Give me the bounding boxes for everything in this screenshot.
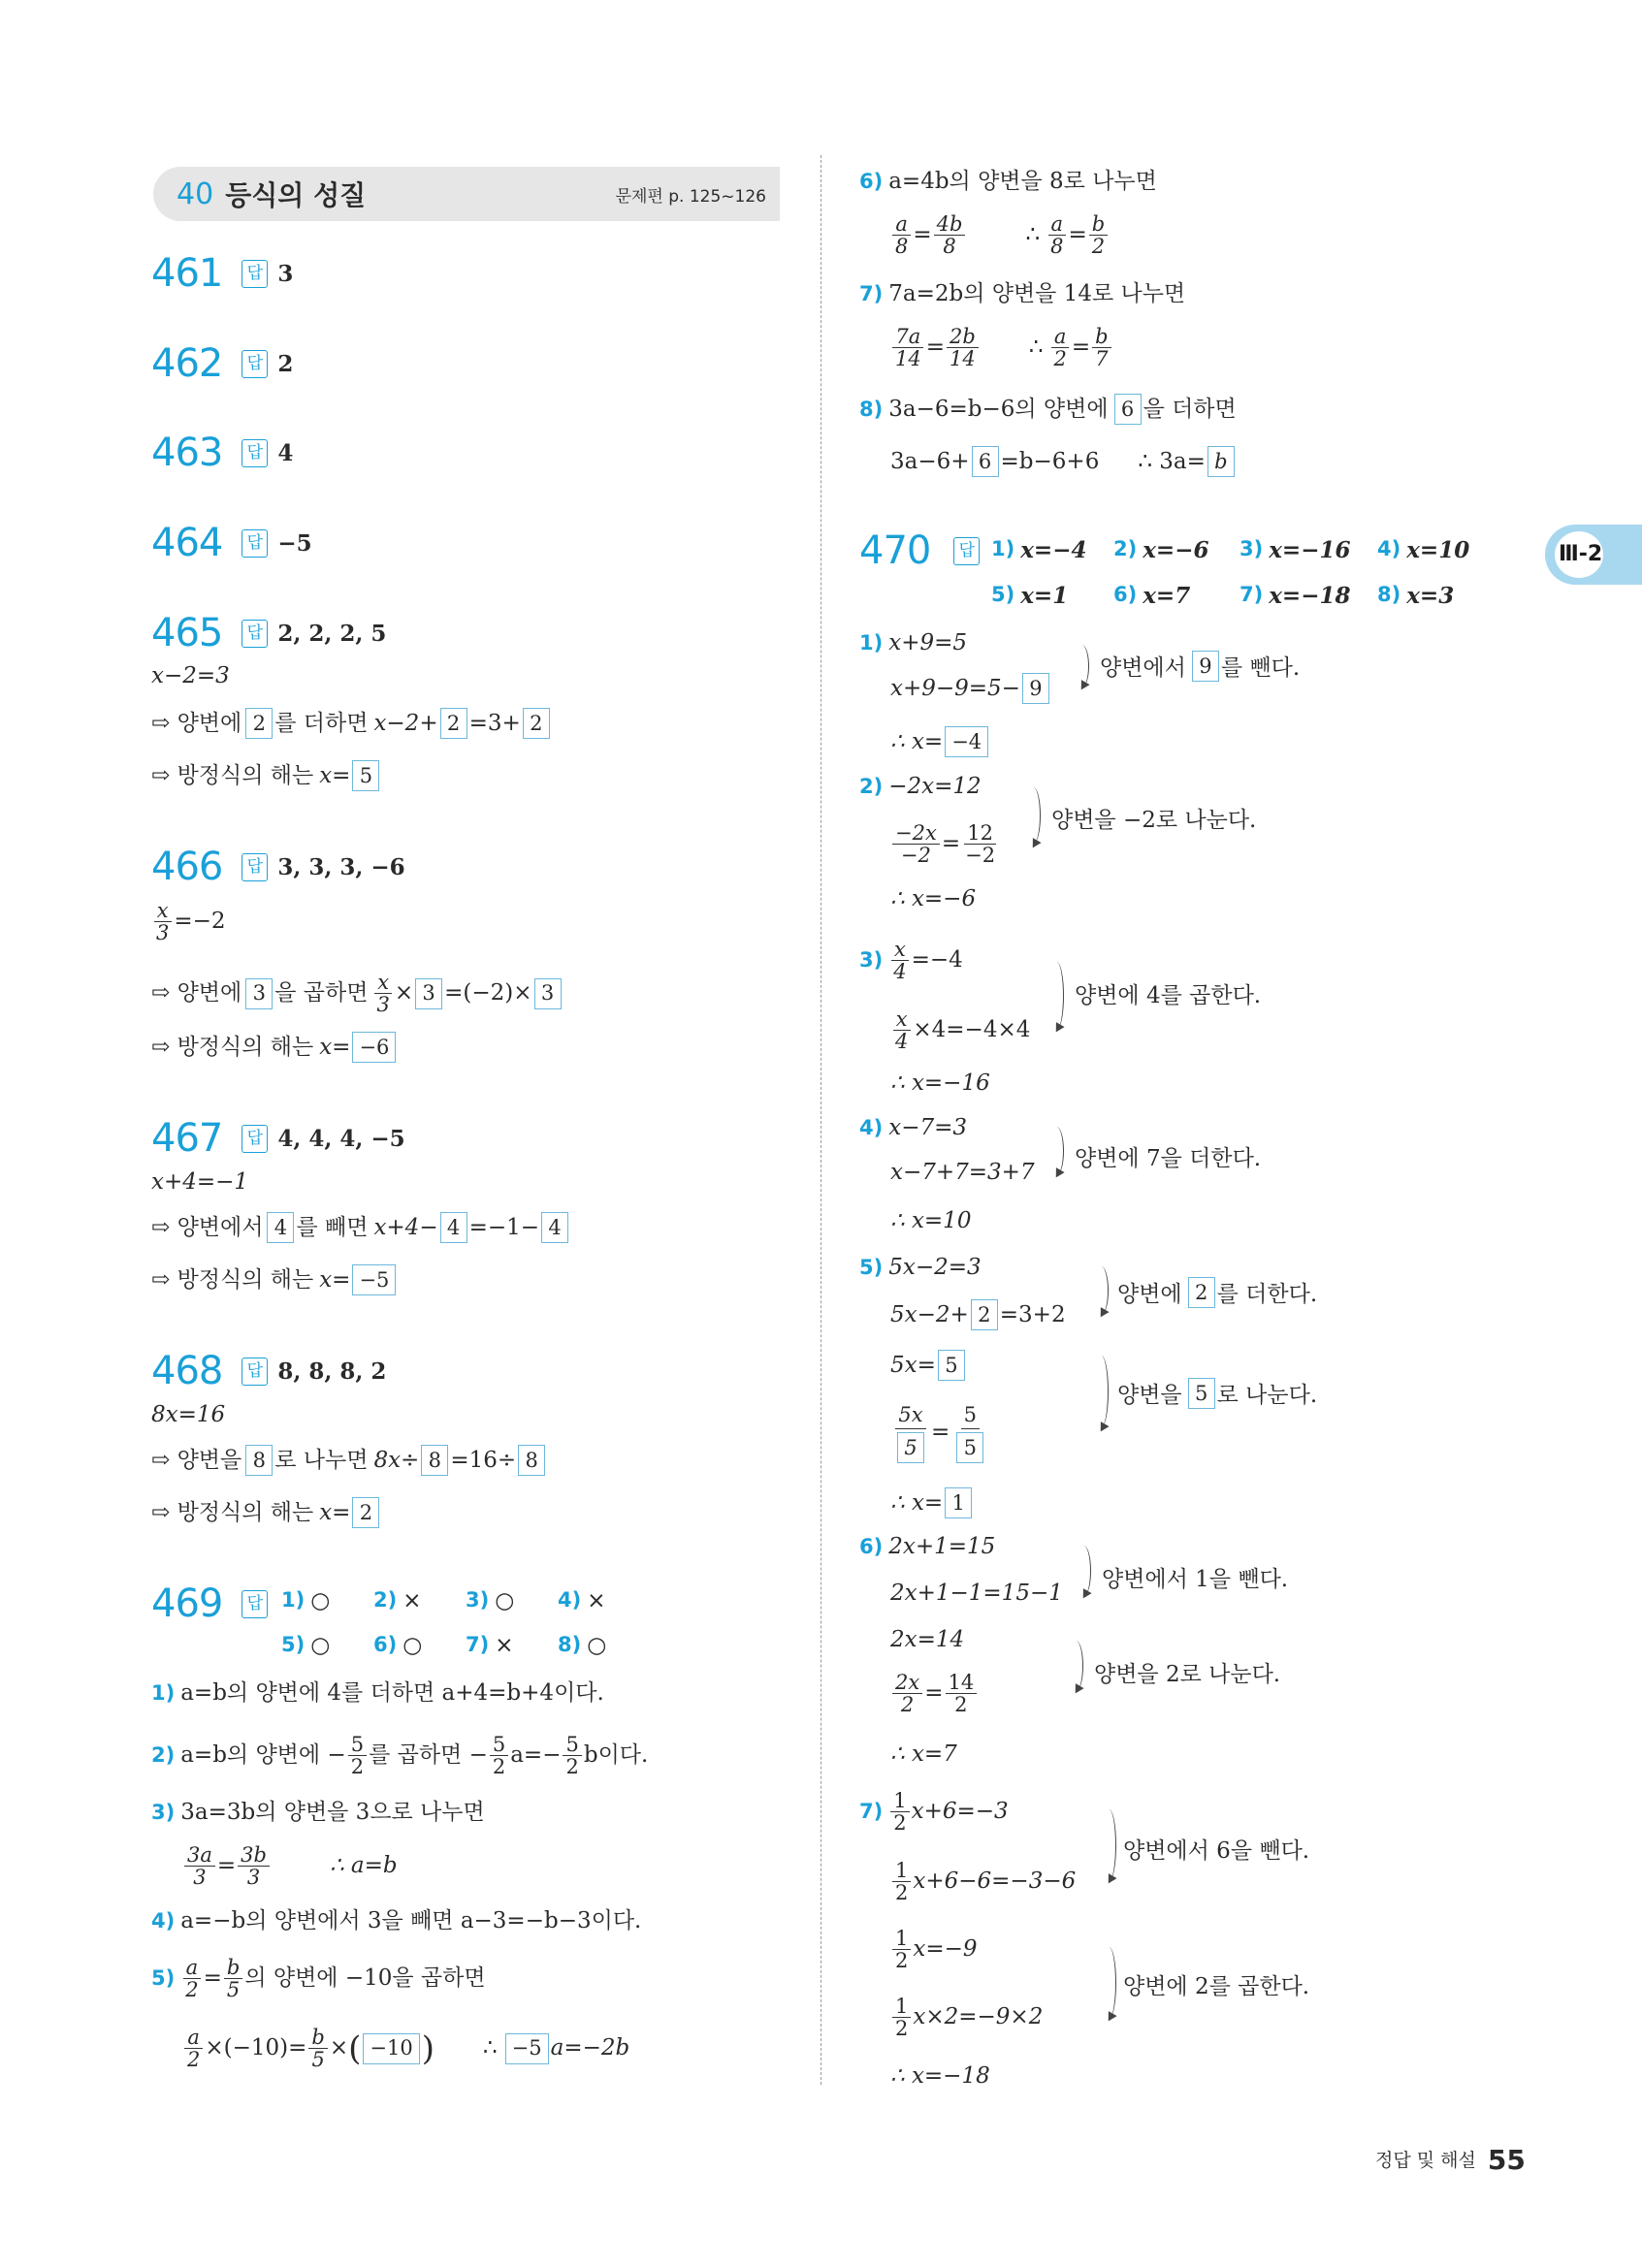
- problem-number: 462: [151, 341, 223, 386]
- arrow-icon: [1051, 1022, 1064, 1035]
- step-5: 5) 5x−2=3: [859, 1255, 982, 1280]
- answer-icon: 답: [241, 529, 268, 558]
- answer-icon: 답: [953, 537, 980, 565]
- answer-icon: 답: [241, 260, 268, 288]
- step-note: 양변에서 9 를 뺀다.: [1100, 650, 1300, 682]
- answer-value: 3: [277, 260, 294, 287]
- fraction: $\frac{3b}{3}$: [238, 1844, 270, 1888]
- answer-value: −5: [277, 529, 312, 557]
- blank-box: 4: [541, 1212, 568, 1243]
- blank-box: 2: [440, 708, 467, 739]
- solution-line: ⇨ 방정식의 해는 x= 5: [151, 760, 381, 791]
- solution-line: ⇨ 양변에서 4 를 빼면 x+4− 4 =−1− 4: [151, 1212, 570, 1243]
- fraction: $\frac{5}{2}$: [563, 1734, 581, 1777]
- step-note: 양변에 4를 곱한다.: [1075, 983, 1262, 1008]
- page-number: 55: [1487, 2144, 1526, 2176]
- problem-461: [151, 251, 294, 296]
- arrow-icon: [1079, 1588, 1091, 1601]
- answer-icon: 답: [241, 1358, 268, 1386]
- blank-box: 2: [1188, 1277, 1215, 1308]
- arrow-icon: [1051, 1167, 1064, 1180]
- fraction: $\frac{a}{8}$: [892, 213, 911, 257]
- fraction: $\frac{5}{2}$: [490, 1734, 508, 1777]
- solution-line: ⇨ 양변에 3 을 곱하면 $\frac{x}{3}$ × 3 =(−2)× 3: [151, 972, 563, 1015]
- step-4-work: x−7+7=3+7: [890, 1160, 1035, 1185]
- answer-value: 2, 2, 2, 5: [277, 620, 387, 647]
- step-3: 3) $\frac{x}{4}$ =−4: [859, 938, 963, 984]
- step-6-result: ∴ x=7: [890, 1741, 957, 1767]
- fraction: $\frac{5}{5}$: [951, 1402, 988, 1463]
- section-header: [153, 167, 780, 221]
- arrow-icon: [1077, 680, 1089, 692]
- fraction: $\frac{1}{2}$: [892, 1928, 911, 1971]
- solution-line: ⇨ 방정식의 해는 x= 2: [151, 1497, 381, 1528]
- blank-box: 3: [534, 978, 562, 1009]
- step-2-result: ∴ x=−6: [890, 886, 977, 911]
- blank-box: −4: [945, 726, 988, 757]
- blank-box: 5: [938, 1350, 965, 1381]
- fraction: $\frac{b}{5}$: [224, 1957, 242, 2000]
- blank-box: 4: [267, 1212, 294, 1243]
- fraction: $\frac{14}{2}$: [946, 1672, 978, 1715]
- fraction: $\frac{-2x}{-2}$: [892, 822, 940, 866]
- step-5-work-3: $\frac{5x}{5}$ = $\frac{5}{5}$: [890, 1402, 990, 1463]
- equation: 8x=16: [151, 1402, 226, 1427]
- explanation-5: 5) $\frac{a}{2}$ = $\frac{b}{5}$ 의 양변에 −10을 곱하면: [151, 1956, 486, 2002]
- explanation-8: 8) 3a−6=b−6의 양변에 6 을 더하면: [859, 394, 1237, 425]
- step-note: 양변에 2를 곱한다.: [1123, 1974, 1310, 1999]
- section-ref: 문제편 p. 125~126: [615, 186, 766, 207]
- step-1-result: ∴ x= −4: [890, 726, 990, 757]
- blank-box: −5: [505, 2033, 549, 2064]
- blank-box: 8: [245, 1445, 273, 1476]
- arrow-icon: [1104, 2011, 1116, 2024]
- fraction: $\frac{b}{5}$: [308, 2027, 327, 2070]
- problem-466: [151, 845, 405, 889]
- problem-number: 461: [151, 251, 223, 296]
- problem-number: 469: [151, 1581, 223, 1626]
- fraction: $\frac{x}{3}$: [373, 972, 392, 1015]
- explanation-6-work: $\frac{a}{8}$ = $\frac{4b}{8}$ ∴ $\frac{a}{8}$ = $\frac{b}{2}$: [890, 213, 1110, 257]
- arrow-icon: [1071, 1683, 1083, 1696]
- blank-box: 9: [1192, 651, 1219, 682]
- brace: [1102, 1947, 1116, 2019]
- equation: x+4=−1: [151, 1169, 249, 1195]
- blank-box: 5: [956, 1432, 983, 1463]
- fraction: $\frac{x}{4}$: [892, 1008, 911, 1052]
- blank-box: 4: [440, 1212, 467, 1243]
- step-5-result: ∴ x= 1: [890, 1487, 974, 1518]
- problem-464: [151, 521, 312, 565]
- step-note: 양변에서 1을 뺀다.: [1102, 1567, 1289, 1592]
- problem-number: 465: [151, 611, 223, 655]
- answer-icon: 답: [241, 620, 268, 648]
- fraction: $\frac{a}{2}$: [182, 1957, 201, 2000]
- blank-box: 2: [245, 708, 273, 739]
- blank-box: 2: [523, 708, 550, 739]
- section-number: 40: [177, 176, 214, 211]
- answer-icon: 답: [241, 1125, 268, 1153]
- blank-box: 3: [245, 978, 273, 1009]
- blank-box: 2: [352, 1497, 379, 1528]
- step-4-result: ∴ x=10: [890, 1208, 972, 1233]
- answer-icon: 답: [241, 350, 268, 378]
- problem-number: 467: [151, 1116, 223, 1161]
- step-3-result: ∴ x=−16: [890, 1070, 990, 1096]
- step-7: 7) $\frac{1}{2}$ x+6=−3: [859, 1789, 1009, 1836]
- step-2: 2) −2x=12: [859, 774, 982, 799]
- step-5-work-2: 5x= 5: [890, 1350, 967, 1381]
- explanation-3: 3) 3a=3b의 양변을 3으로 나누면: [151, 1800, 485, 1825]
- arrow-icon: [1096, 1421, 1109, 1434]
- step-6-work-3: $\frac{2x}{2}$ = $\frac{14}{2}$: [890, 1672, 979, 1715]
- step-2-work: $\frac{-2x}{-2}$ = $\frac{12}{-2}$: [890, 822, 1000, 866]
- step-note: 양변을 2로 나눈다.: [1094, 1662, 1281, 1687]
- step-6-work: 2x+1−1=15−1: [890, 1581, 1063, 1606]
- answer-value: 2: [277, 350, 294, 377]
- explanation-8-work: 3a−6+ 6 =b−6+6 ∴ 3a= b: [890, 446, 1237, 477]
- answer-value: 8, 8, 8, 2: [277, 1358, 387, 1385]
- step-4: 4) x−7=3: [859, 1115, 967, 1140]
- blank-box: −6: [352, 1032, 396, 1063]
- answer-value: 4: [277, 439, 294, 466]
- fraction: $\frac{b}{7}$: [1092, 326, 1111, 369]
- fraction: $\frac{b}{2}$: [1089, 213, 1108, 257]
- solution-line: ⇨ 방정식의 해는 x= −6: [151, 1032, 398, 1063]
- step-note: 양변을 5 로 나눈다.: [1117, 1377, 1317, 1409]
- answer-value: 4, 4, 4, −5: [277, 1125, 405, 1152]
- fraction: $\frac{4b}{8}$: [934, 213, 966, 257]
- blank-box: 5: [897, 1432, 924, 1463]
- section-title: 등식의 성질: [225, 179, 367, 211]
- chapter-tab: [1545, 525, 1642, 585]
- answer-value: 3, 3, 3, −6: [277, 853, 405, 880]
- problem-number: 468: [151, 1349, 223, 1393]
- answer-icon: 답: [241, 1590, 268, 1618]
- fraction: $\frac{x}{3}$: [153, 900, 172, 943]
- step-note: 양변에서 6을 뺀다.: [1123, 1838, 1310, 1864]
- problem-number: 464: [151, 521, 223, 565]
- step-6: 6) 2x+1=15: [859, 1534, 996, 1559]
- page-footer: [1375, 2144, 1526, 2176]
- brace: [1102, 1809, 1116, 1881]
- arrow-icon: [1096, 1307, 1109, 1320]
- arrow-icon: [1028, 838, 1041, 850]
- blank-box: 5: [1188, 1378, 1215, 1409]
- brace: [1026, 787, 1041, 844]
- chapter-tab-label: Ⅲ-2: [1559, 542, 1603, 566]
- answer-icon: 답: [241, 439, 268, 467]
- arrow-icon: [1104, 1873, 1116, 1886]
- equation: x−2=3: [151, 663, 230, 688]
- brace: [1049, 962, 1064, 1030]
- explanation-1: 1) a=b의 양변에 4를 더하면 a+4=b+4이다.: [151, 1680, 604, 1706]
- fraction: $\frac{2b}{14}$: [947, 326, 979, 369]
- blank-box: 8: [518, 1445, 545, 1476]
- solution-line: ⇨ 방정식의 해는 x= −5: [151, 1264, 398, 1295]
- fraction: $\frac{1}{2}$: [892, 1860, 911, 1903]
- blank-box: 8: [421, 1445, 448, 1476]
- answer-grid: 1) ○ 2) × 3) ○ 4) ×: [281, 1588, 606, 1613]
- explanation-7: 7) 7a=2b의 양변을 14로 나누면: [859, 281, 1186, 306]
- footer-label: 정답 및 해설: [1375, 2149, 1476, 2171]
- problem-470: [859, 528, 989, 573]
- equation: $\frac{x}{3}$ =−2: [151, 900, 226, 943]
- answer-grid: 5) x=1 6) x=7 7) x=−18 8) x=3: [991, 583, 1455, 609]
- step-1: 1) x+9=5: [859, 630, 967, 655]
- blank-box: −5: [352, 1264, 396, 1295]
- fraction: $\frac{5x}{5}$: [892, 1402, 929, 1463]
- step-note: 양변에 7을 더한다.: [1075, 1146, 1262, 1171]
- fraction: $\frac{x}{4}$: [890, 939, 909, 982]
- step-7-work-3: $\frac{1}{2}$ x×2=−9×2: [890, 1996, 1043, 2039]
- step-7-result: ∴ x=−18: [890, 2063, 990, 2089]
- answer-icon: 답: [241, 853, 268, 881]
- problem-number: 466: [151, 845, 223, 889]
- step-1-work: x+9−9=5− 9: [890, 673, 1051, 704]
- brace: [1094, 1356, 1109, 1427]
- fraction: $\frac{12}{-2}$: [965, 821, 996, 868]
- fraction: $\frac{a}{8}$: [1047, 213, 1066, 257]
- fraction: $\frac{a}{2}$: [1050, 326, 1069, 369]
- blank-box: 5: [352, 760, 379, 791]
- blank-box: 3: [415, 978, 442, 1009]
- step-5-work: 5x−2+ 2 =3+2: [890, 1299, 1066, 1330]
- explanation-2: 2) a=b의 양변에 − $\frac{5}{2}$ 를 곱하면 − $\frac{5}{2}$ a=− $\frac{5}{2}$ b이다.: [151, 1733, 649, 1779]
- explanation-3-work: $\frac{3a}{3}$ = $\frac{3b}{3}$ ∴ a=b: [182, 1844, 398, 1888]
- blank-box: 1: [945, 1487, 972, 1518]
- fraction: $\frac{1}{2}$: [892, 1996, 911, 2039]
- blank-box: b: [1207, 446, 1235, 477]
- fraction: $\frac{3a}{3}$: [184, 1844, 215, 1888]
- problem-469: [151, 1581, 277, 1626]
- fraction: $\frac{5}{2}$: [348, 1734, 367, 1777]
- blank-box: 9: [1022, 673, 1049, 704]
- step-3-work: $\frac{x}{4}$ ×4=−4×4: [890, 1008, 1030, 1052]
- problem-number: 463: [151, 431, 223, 475]
- problem-462: [151, 341, 294, 386]
- problem-468: [151, 1349, 387, 1393]
- blank-box: 2: [971, 1299, 998, 1330]
- fraction: $\frac{1}{2}$: [890, 1790, 909, 1834]
- step-7-work-2: $\frac{1}{2}$ x=−9: [890, 1928, 978, 1971]
- solution-line: ⇨ 양변에 2 를 더하면 x−2+ 2 =3+ 2: [151, 708, 552, 739]
- problem-463: [151, 431, 294, 475]
- explanation-7-work: $\frac{7a}{14}$ = $\frac{2b}{14}$ ∴ $\frac{a}{2}$ = $\frac{b}{7}$: [890, 326, 1113, 369]
- problem-number: 470: [859, 528, 931, 573]
- answer-grid: 1) x=−4 2) x=−6 3) x=−16 4) x=10: [991, 537, 1470, 563]
- step-note: 양변에 2 를 더한다.: [1117, 1276, 1317, 1308]
- answer-grid: 5) ○ 6) ○ 7) × 8) ○: [281, 1633, 607, 1658]
- fraction: $\frac{7a}{14}$: [892, 326, 924, 369]
- explanation-6: 6) a=4b의 양변을 8로 나누면: [859, 169, 1157, 194]
- problem-467: [151, 1116, 405, 1161]
- step-6-work-2: 2x=14: [890, 1627, 965, 1652]
- fraction: $\frac{a}{2}$: [184, 2027, 203, 2070]
- step-7-work: $\frac{1}{2}$ x+6−6=−3−6: [890, 1860, 1076, 1903]
- blank-box: 6: [972, 446, 999, 477]
- solution-line: ⇨ 양변을 8 로 나누면 8x÷ 8 =16÷ 8: [151, 1445, 547, 1476]
- problem-465: [151, 611, 387, 655]
- blank-box: −10: [363, 2033, 419, 2064]
- explanation-4: 4) a=−b의 양변에서 3을 빼면 a−3=−b−3이다.: [151, 1908, 642, 1933]
- fraction: $\frac{2x}{2}$: [892, 1672, 922, 1715]
- explanation-5-work: $\frac{a}{2}$ ×(−10)= $\frac{b}{5}$ × ( −10 ) ∴ −5 a=−2b: [182, 2027, 629, 2070]
- step-note: 양변을 −2로 나눈다.: [1051, 808, 1257, 833]
- blank-box: 6: [1114, 394, 1142, 425]
